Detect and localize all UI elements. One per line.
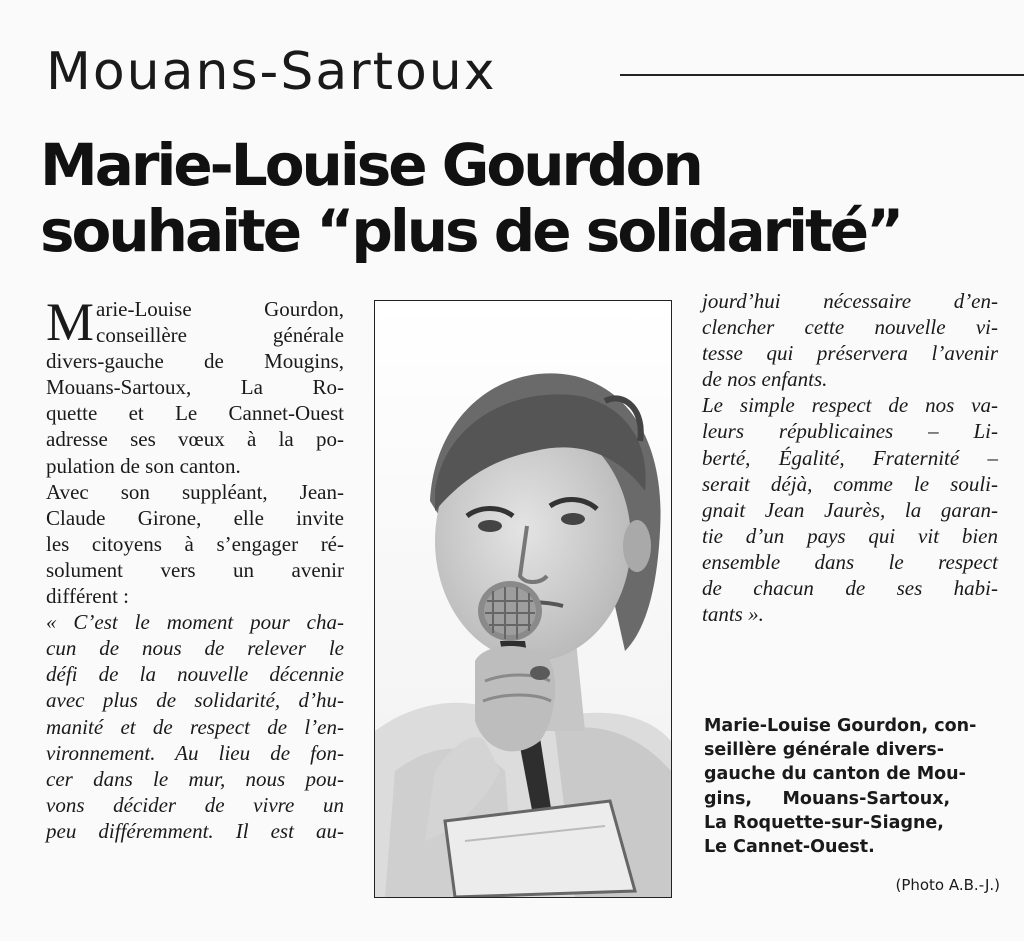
text-line: tesse qui préservera l’avenir [702,341,998,366]
headline-line-1: Marie-Louise Gourdon [40,131,701,199]
text-line: tie d’un pays qui vit bien [702,523,998,548]
article-column-1 [46,292,344,844]
headline-line-2: souhaite “plus de solidarité” [40,197,902,265]
portrait-photo [374,300,672,898]
text-line: défi de la nouvelle décennie [46,662,344,687]
text-line: « C’est le moment pour cha- [46,610,344,635]
text-line: manité et de respect de l’en- [46,714,344,739]
drop-cap: M [46,292,95,352]
photo-credit: (Photo A.B.-J.) [895,876,1000,894]
text-line: conseillère générale [96,323,344,348]
caption-line: gauche du canton de Mou- [704,764,966,785]
caption-line: gins, Mouans-Sartoux, [704,788,951,809]
text-line: vironnement. Au lieu de fon- [46,740,344,765]
text-line: solument vers un avenir [46,557,344,582]
text-line: berté, Égalité, Fraternité – [702,445,998,470]
text-line: Mouans-Sartoux, La Ro- [46,375,344,400]
text-line: gnait Jean Jaurès, la garan- [702,497,998,522]
photo-caption [704,714,1000,859]
text-line: arie-Louise Gourdon, [96,297,344,321]
section-title: Mouans-Sartoux [46,42,497,102]
caption-line: Marie-Louise Gourdon, con- [704,716,977,736]
text-line: ensemble dans le respect [702,549,998,574]
caption-line: La Roquette-sur-Siagne, [704,812,944,833]
text-line: de chacun de ses habi- [702,576,998,601]
section-rule [620,74,1024,76]
text-line: vons décider de vivre un [46,792,344,817]
text-line: clencher cette nouvelle vi- [702,315,998,340]
text-line: pulation de son canton. [46,453,241,478]
text-line: peu différemment. Il est au- [46,818,344,843]
text-line: différent : [46,584,129,609]
text-line: jourd’hui nécessaire d’en- [702,289,998,313]
text-line: serait déjà, comme le souli- [702,471,998,496]
article-column-3 [702,288,998,627]
text-line: Claude Girone, elle invite [46,505,344,530]
caption-line: Le Cannet-Ouest. [704,837,875,858]
portrait-illustration [375,301,671,897]
caption-line: seillère générale divers- [704,740,944,761]
text-line: quette et Le Cannet-Ouest [46,401,344,426]
text-line: adresse ses vœux à la po- [46,427,344,452]
text-line: leurs républicaines – Li- [702,419,998,444]
text-line: tants ». [702,602,764,627]
text-line: divers-gauche de Mougins, [46,349,344,374]
text-line: cer dans le mur, nous pou- [46,766,344,791]
text-line: Le simple respect de nos va- [702,393,998,418]
text-line: avec plus de solidarité, d’hu- [46,688,344,713]
headline [40,132,1020,264]
text-line: les citoyens à s’engager ré- [46,531,344,556]
text-line: de nos enfants. [702,367,828,392]
text-line: cun de nous de relever le [46,636,344,661]
text-line: Avec son suppléant, Jean- [46,479,344,504]
